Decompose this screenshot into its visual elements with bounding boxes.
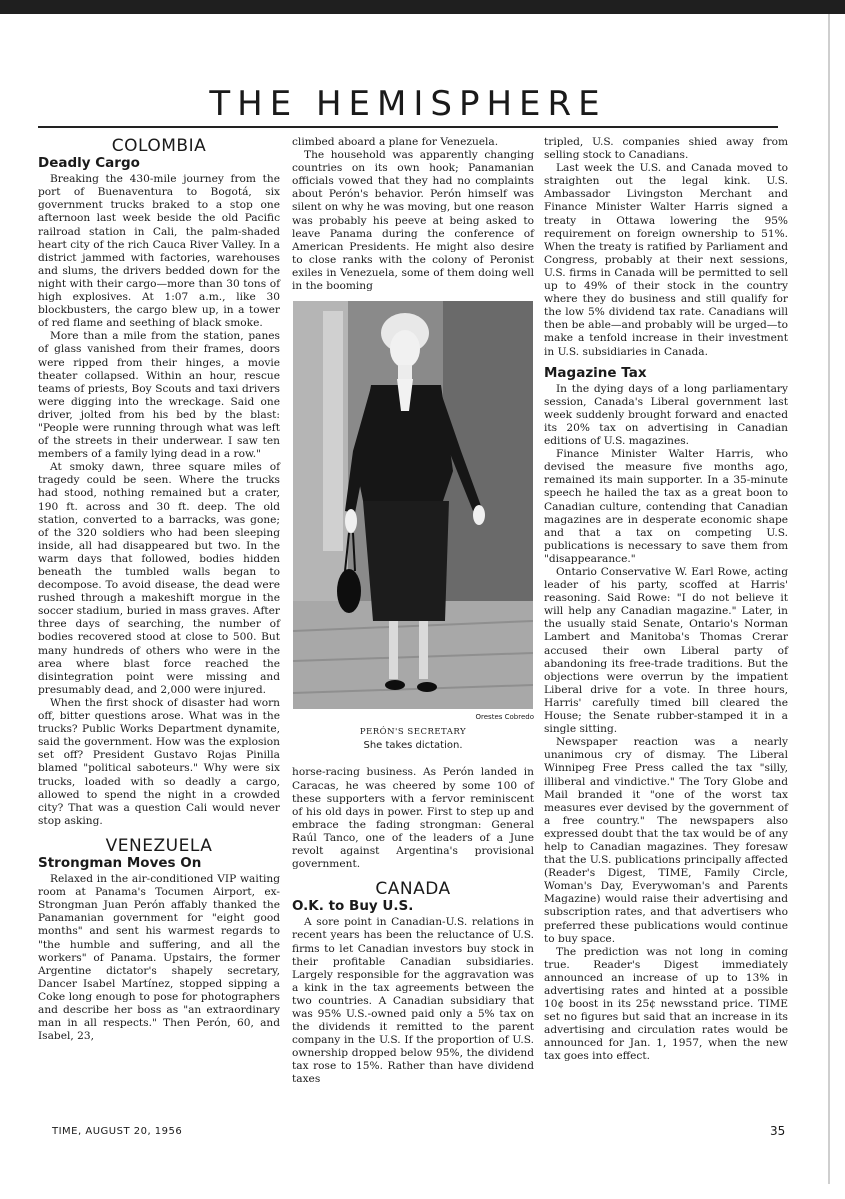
article-paragraph: Ontario Conservative W. Earl Rowe, acting leader of his party, scoffed at Harris' reasoning. Said Rowe: "I do not believe it will help any Canadian magazine." Later, in the usually staid Senate, Ontario's Norman Lambert and Manitoba's Thomas Crerar accused their own Liberal party of abandoning its free-trade traditions. But the objections were overrun by the impatient Liberal drive for a vote. In three hours, Harris' carefully timed bill cleared the House; the Senate rubber-stamped it in a single sitting. — [544, 566, 788, 736]
column-2 — [292, 136, 534, 1087]
article-paragraph: At smoky dawn, three square miles of tragedy could be seen. Where the trucks had stood, nothing remained but a crater, 190 ft. across and 30 ft. deep. The old station, converted to a barracks, was gone; of the 320 soldiers who had been sleeping inside, all had disappeared but two. In the warm days that followed, bodies hidden beneath the tumbled walls began to decompose. To avoid disease, the dead were rushed through a makeshift morgue in the soccer stadium, buried in mass graves. After three days of searching, the number of bodies recovered stood at close to 500. But many hundreds of others who were in the area where blast force reached the disintegration point were missing and presumably dead, and 2,000 were injured. — [38, 461, 280, 696]
headline-strongman-moves-on: Strongman Moves On — [38, 854, 202, 871]
top-border — [0, 0, 845, 14]
article-paragraph: climbed aboard a plane for Venezuela. — [292, 136, 499, 148]
masthead-rule — [38, 126, 778, 128]
country-heading-canada: CANADA — [375, 879, 451, 900]
photo-caption-title: PERÓN'S SECRETARY — [359, 727, 467, 738]
article-paragraph: tripled, U.S. companies shied away from selling stock to Canadians. — [544, 136, 788, 162]
article-paragraph: The household was apparently changing countries on its own hook; Panamanian officials vowed that they had no complaints about Perón's behavior. Perón himself was silent on why he was moving, but one reason was probably his peeve at being asked to leave Panama during the conference of American Presidents. He might also desire to close ranks with the colony of Peronist exiles in Venezuela, some of them doing well in the booming — [292, 149, 534, 293]
woman-photo-image — [293, 301, 533, 709]
country-heading-colombia: COLOMBIA — [111, 136, 207, 156]
headline-deadly-cargo: Deadly Cargo — [38, 155, 140, 172]
article-paragraph: Relaxed in the air-conditioned VIP waiting room at Panama's Tocumen Airport, ex-Strongman Juan Perón affably thanked the Panamanian government for "eight good months" and sent his warmest regards to "the humble and suffering, and all the workers" of Panama. Upstairs, the former Argentine dictator's shapely secretary, Dancer Isabel Martínez, stopped sipping a Coke long enough to pose for photographers and describe her boss as "an extraordinary man in all respects." Then Perón, 60, and Isabel, 23, — [38, 873, 280, 1043]
article-paragraph: The prediction was not long in coming true. Reader's Digest immediately announced an increase of up to 13% in advertising rates and hinted at a possible 10¢ boost in its 25¢ newsstand price. TIME set no figures but said that an increase in its advertising and circulation rates would be announced for Jan. 1, 1957, when the new tax goes into effect. — [544, 945, 788, 1063]
photo-credit: Orestes Cobredo — [475, 713, 534, 722]
page-footer-date: TIME, AUGUST 20, 1956 — [52, 1126, 183, 1137]
article-paragraph: horse-racing business. As Perón landed in Caracas, he was cheered by some 100 of these supporters with a fervor reminiscent of his old days in power. First to step up and embrace the fading strongman: General Raúl Tanco, one of the leaders of a June revolt against Argentina's provisional government. — [292, 766, 534, 871]
column-3 — [544, 136, 788, 1064]
article-paragraph: A sore point in Canadian-U.S. relations in recent years has been the reluctance of U.S. firms to let Canadian investors buy stock in their profitable Canadian subsidiaries. Largely responsible for the aggravation was a kink in the tax agreements between the two countries. A Canadian subsidiary that was 95% U.S.-owned paid only a 5% tax on the dividends it remitted to the parent company in the U.S. If the proportion of U.S. ownership dropped below 95%, the dividend tax rose to 15%. Rather than have dividend taxes — [292, 916, 534, 1086]
column-1 — [38, 136, 280, 1043]
article-paragraph: More than a mile from the station, panes of glass vanished from their frames, doors were ripped from their hinges, a movie theater collapsed. Within an hour, rescue teams of priests, Boy Scouts and taxi drivers were digging into the wreckage. Said one driver, jolted from his bed by the blast: "People were running through what was left of the streets in their underwear. I saw ten members of a family lying dead in a row." — [38, 330, 280, 461]
photo-caption-text: She takes dictation. — [363, 740, 463, 752]
headline-ok-to-buy-us: O.K. to Buy U.S. — [292, 898, 414, 915]
headline-magazine-tax: Magazine Tax — [544, 364, 647, 381]
article-paragraph: Finance Minister Walter Harris, who devised the measure five months ago, remained its main supporter. In a 35-minute speech he hailed the tax as a great boon to Canadian culture, contending that Canadian magazines are in desperate economic shape and that a tax on competing U.S. publications is necessary to save them from "disappearance." — [544, 448, 788, 565]
article-paragraph: Last week the U.S. and Canada moved to straighten out the legal kink. U.S. Ambassador Livingston Merchant and Finance Minister Walter Harris signed a treaty in Ottawa lowering the 95% requirement on foreign ownership to 51%. When the treaty is ratified by Parliament and Congress, probably at their next sessions, U.S. firms in Canada will be permitted to sell up to 49% of their stock in the country where they do business and still qualify for the low 5% dividend tax rate. Canadians will then be able—and probably will be urged—to make a tenfold increase in their investment in U.S. subsidiaries in Canada. — [544, 162, 788, 358]
article-paragraph: Breaking the 430-mile journey from the port of Buenaventura to Bogotá, six government trucks braked to a stop one afternoon last week beside the old Pacific railroad station in Cali, the palm-shaded heart city of the rich Cauca River Valley. In a district jammed with factories, warehouses and slums, the drivers bedded down for the night with their cargo—more than 30 tons of high explosives. At 1:07 a.m., like 30 blockbusters, the cargo blew up, in a tower of red flame and seething of black smoke. — [38, 173, 280, 330]
section-masthead: THE HEMISPHERE — [209, 84, 607, 124]
page-edge — [828, 14, 830, 1184]
article-paragraph: Newspaper reaction was a nearly unanimous cry of dismay. The Liberal Winnipeg Free Press called the tax "silly, illiberal and vindictive." The Tory Globe and Mail branded it "one of the worst tax measures ever devised by the government of a free country." The newspapers also expressed doubt that the tax would be of any help to Canadian magazines. They foresaw that the U.S. publications principally affected (Reader's Digest, TIME, Family Circle, Woman's Day, Everywoman's and Parents Magazine) would raise their advertising and subscription rates, and that advertisers who preferred these publications would continue to buy space. — [544, 736, 788, 945]
page-number: 35 — [770, 1124, 786, 1138]
country-heading-venezuela: VENEZUELA — [105, 835, 213, 856]
article-paragraph: When the first shock of disaster had worn off, bitter questions arose. What was in the trucks? Public Works Department dynamite, said the government. How was the explosion set off? President Gustavo Rojas Pinilla blamed "political saboteurs." Why were six trucks, loaded with so deadly a cargo, allowed to spend the night in a crowded city? That was a question Cali would never stop asking. — [38, 696, 280, 827]
article-paragraph: In the dying days of a long parliamentary session, Canada's Liberal government last week suddenly brought forward and enacted its 20% tax on advertising in Canadian editions of U.S. magazines. — [544, 382, 788, 448]
photo-peron-secretary — [293, 301, 533, 709]
